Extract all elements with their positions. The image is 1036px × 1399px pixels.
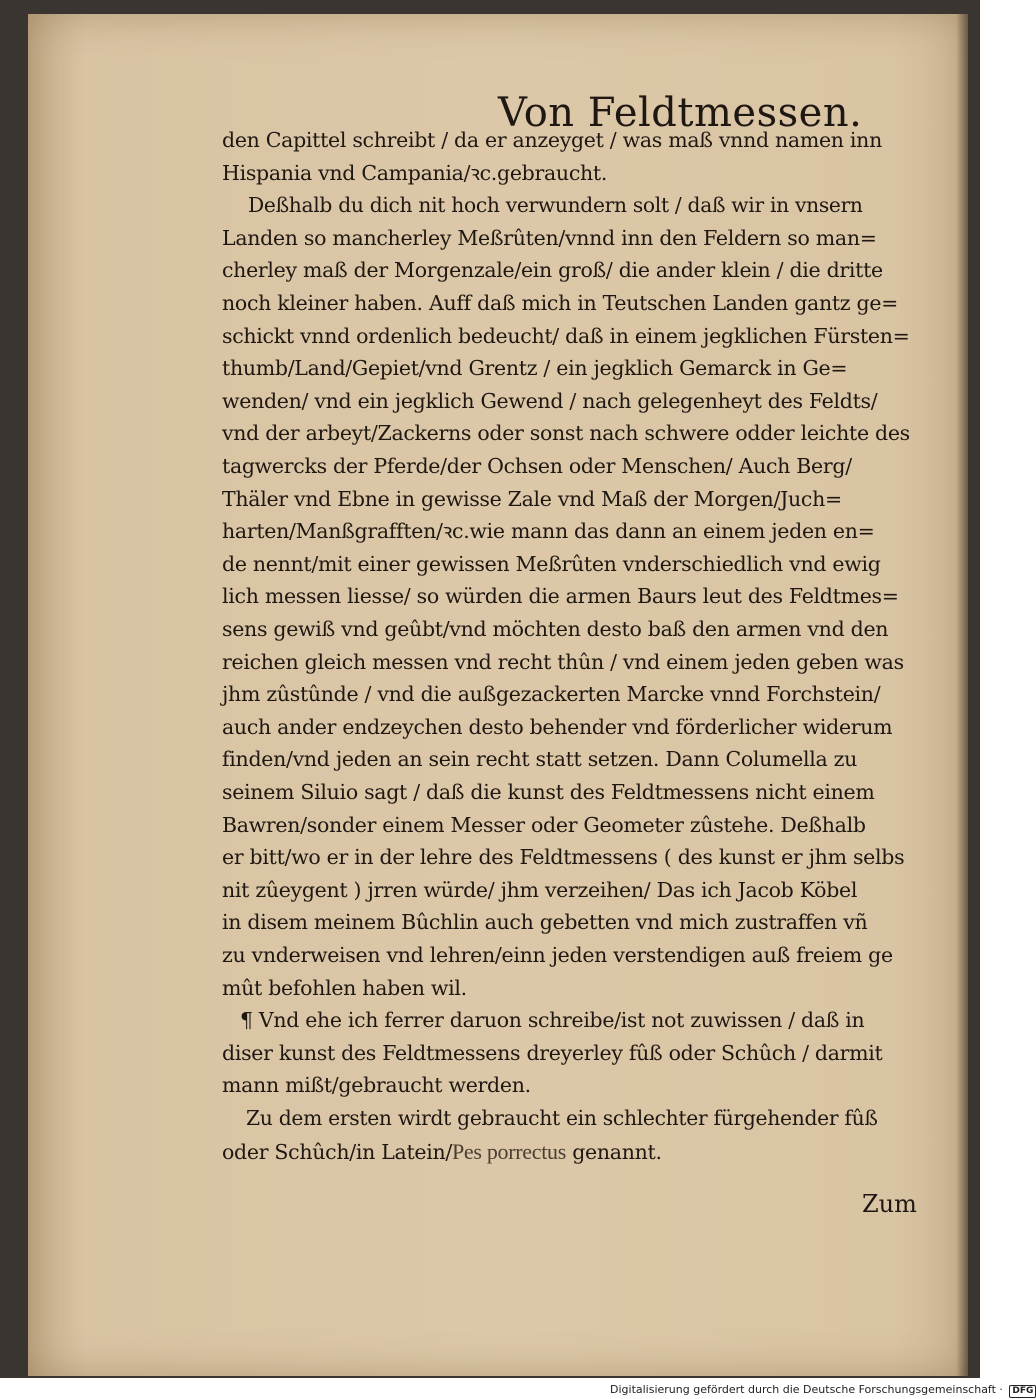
text-line [222, 486, 922, 511]
line-text: harten/Manßgrafften/ꝛc.wie mann das dann an einem jeden en= [222, 519, 875, 544]
text-line [246, 1108, 938, 1129]
line-text: Landen so mancherley Meßrûten/vnnd inn den Feldern so man= [222, 225, 877, 250]
dfg-logo: DFG [1009, 1385, 1036, 1398]
line-text: mût befohlen haben wil. [222, 975, 467, 1000]
text-line [222, 975, 922, 1000]
text-line [222, 912, 922, 933]
line-text: de nennt/mit einer gewissen Meßrûten vnderschiedlich vnd ewig [222, 551, 881, 576]
line-text: Deßhalb du dich nit hoch verwundern solt / daß wir in vnsern [248, 193, 863, 218]
line-text: nit zûeygent ) jrren würde/ jhm verzeihen/ Das ich Jacob Köbel [222, 877, 858, 902]
line-text: jhm zûstûnde / vnd die außgezackerten Marcke vnnd Forchstein/ [222, 682, 881, 707]
line-text: mann mißt/gebraucht werden. [222, 1073, 531, 1098]
text-line [222, 260, 922, 281]
text-line [222, 225, 922, 250]
footer-credit [610, 1383, 1036, 1398]
text-line [222, 619, 922, 640]
line-text: cherley maß der Morgenzale/ein groß/ die ander klein / die dritte [222, 258, 883, 283]
line-text: finden/vnd jeden an sein recht statt setzen. Dann Columella zu [222, 747, 858, 772]
text-line [222, 586, 922, 607]
text-line [248, 195, 938, 216]
text-line [222, 782, 922, 803]
text-line [222, 1138, 922, 1164]
line-text: er bitt/wo er in der lehre des Feldtmessens ( des kunst er jhm selbs [222, 845, 905, 870]
text-line [222, 1040, 922, 1065]
text-line [222, 423, 922, 444]
line-text: auch ander endzeychen desto behender vnd förderlicher widerum [222, 714, 893, 739]
text-line [222, 160, 922, 185]
line-text: wenden/ vnd ein jegklich Gewend / nach gelegenheyt des Feldts/ [222, 388, 878, 413]
text-line [222, 456, 922, 477]
text-line [222, 293, 922, 314]
line-text: reichen gleich messen vnd recht thûn / vnd einem jeden geben was [222, 649, 904, 674]
line-text: tagwercks der Pferde/der Ochsen oder Menschen/ Auch Berg/ [222, 454, 852, 478]
line-text: den Capittel schreibt / da er anzeyget / was maß vnnd namen inn [222, 128, 882, 152]
line-text: zu vnderweisen vnd lehren/einn jeden verstendigen auß freiem ge [222, 943, 893, 967]
line-text: Bawren/sonder einem Messer oder Geometer zûstehe. Deßhalb [222, 812, 866, 837]
text-line [222, 1075, 922, 1096]
line-text: noch kleiner haben. Auff daß mich in Teutschen Landen gantz ge= [222, 291, 899, 315]
text-line [222, 877, 922, 902]
line-text: Thäler vnd Ebne in gewisse Zale vnd Maß der Morgen/Juch= [222, 486, 842, 511]
line-text: Zu dem ersten wirdt gebraucht ein schlechter fürgehender fûß [246, 1106, 878, 1130]
text-line [222, 812, 922, 837]
running-head: Von Feldtmessen. [498, 90, 863, 136]
text-line [222, 358, 922, 379]
line-text: schickt vnnd ordenlich bedeucht/ daß in einem jegklichen Fürsten= [222, 323, 910, 348]
footer-text: Digitalisierung gefördert durch die Deutsche Forschungsgemeinschaft · [610, 1383, 1003, 1396]
line-text: diser kunst des Feldtmessens dreyerley fûß oder Schûch / darmit [222, 1040, 883, 1065]
line-text: thumb/Land/Gepiet/vnd Grentz / ein jegklich Gemarck in Ge= [222, 356, 848, 381]
line-text: sens gewiß vnd geûbt/vnd möchten desto baß den armen vnd den [222, 617, 889, 641]
line-text: ¶ Vnd ehe ich ferrer daruon schreibe/ist not zuwissen / daß in [240, 1008, 865, 1033]
text-line [222, 847, 922, 868]
line-text: in disem meinem Bûchlin auch gebetten vnd mich zustraffen vñ [222, 910, 868, 935]
text-line [222, 521, 922, 542]
text-line [222, 130, 922, 151]
text-line [222, 551, 922, 576]
line-text: seinem Siluio sagt / daß die kunst des Feldtmessens nicht einem [222, 780, 875, 804]
line-text: lich messen liesse/ so würden die armen Baurs leut des Feldtmes= [222, 584, 899, 609]
text-line [222, 649, 922, 674]
catchword: Zum [862, 1190, 917, 1218]
line-text: vnd der arbeyt/Zackerns oder sonst nach schwere odder leichte des [222, 421, 910, 446]
text-line [222, 388, 922, 413]
text-line [222, 749, 922, 770]
line-text: oder Schûch/in Latein/ [222, 1139, 452, 1164]
line-tail: genannt. [566, 1139, 662, 1164]
line-text: Hispania vnd Campania/ꝛc.gebraucht. [222, 160, 608, 185]
latin-term: Pes porrectus [451, 1138, 567, 1164]
page-edge [956, 14, 968, 1376]
text-line [240, 1010, 938, 1031]
text-line [222, 945, 922, 966]
text-line [222, 323, 922, 348]
text-line [222, 714, 922, 739]
text-line [222, 684, 922, 705]
